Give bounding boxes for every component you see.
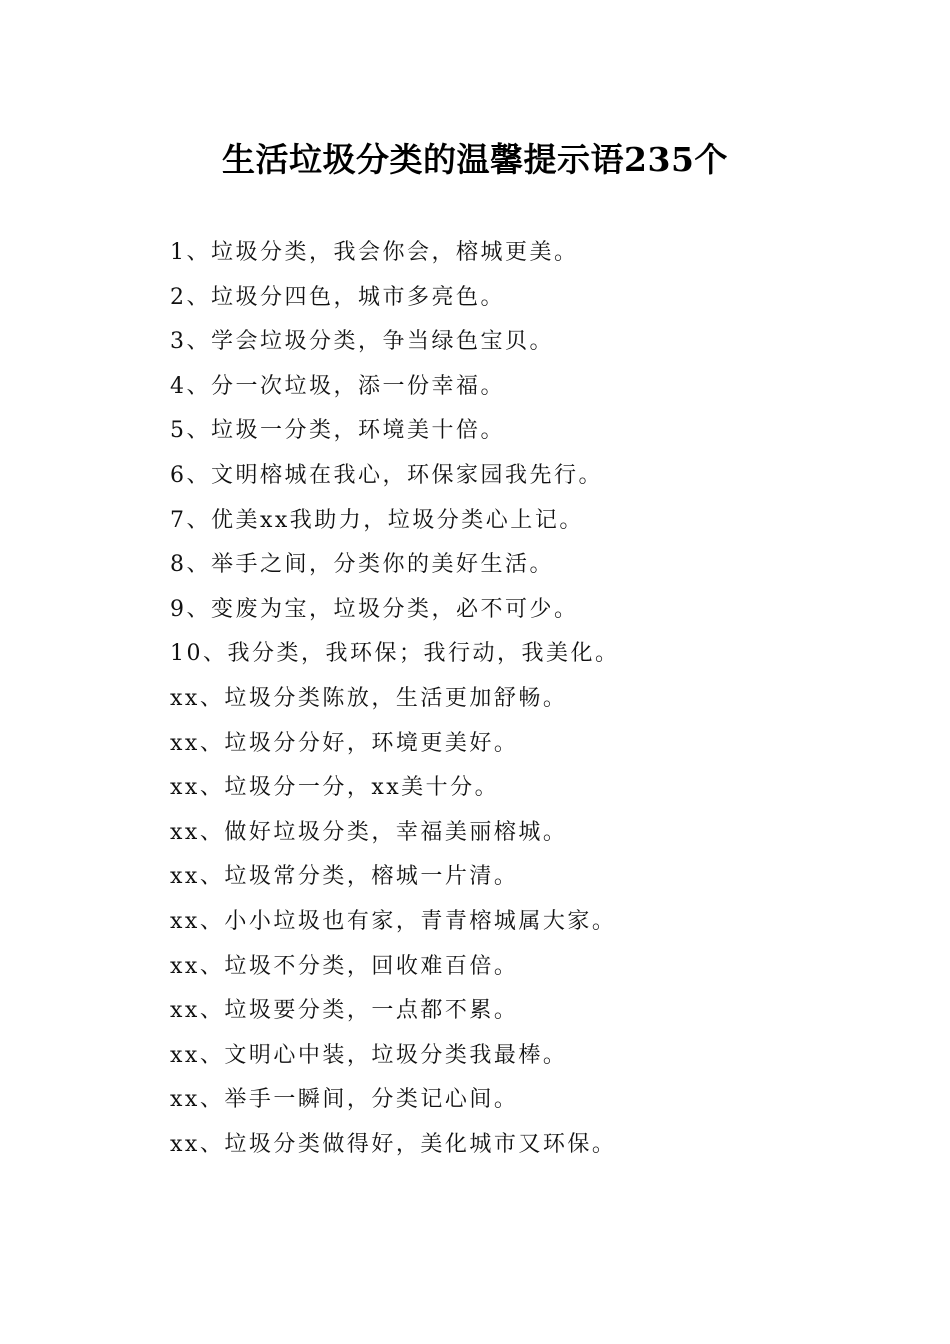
list-item: xx、垃圾要分类，一点都不累。: [170, 998, 519, 1024]
list-item: 5、垃圾一分类，环境美十倍。: [170, 418, 505, 444]
list-item: xx、垃圾分类做得好，美化城市又环保。: [170, 1131, 617, 1157]
list-item: 10、我分类，我环保；我行动，我美化。: [170, 641, 620, 667]
list-item: 1、垃圾分类，我会你会，榕城更美。: [170, 240, 579, 265]
list-item: 7、优美xx我助力，垃圾分类心上记。: [170, 507, 584, 533]
list-item: 3、学会垃圾分类，争当绿色宝贝。: [170, 329, 554, 355]
list-item: xx、做好垃圾分类，幸福美丽榕城。: [170, 819, 568, 845]
list-item: 2、垃圾分四色，城市多亮色。: [170, 284, 505, 310]
list-item: 8、举手之间，分类你的美好生活。: [170, 552, 554, 578]
list-item: xx、垃圾分分好，环境更美好。: [170, 730, 519, 756]
list-item: xx、文明心中装，垃圾分类我最棒。: [170, 1042, 568, 1068]
slogan-list: [170, 231, 870, 1167]
document-title: 生活垃圾分类的温馨提示语235个: [222, 140, 728, 179]
list-item: xx、垃圾常分类，榕城一片清。: [170, 864, 519, 890]
list-item: xx、垃圾分类陈放，生活更加舒畅。: [170, 685, 568, 711]
list-item: 6、文明榕城在我心，环保家园我先行。: [170, 462, 603, 488]
list-item: 9、变废为宝，垃圾分类，必不可少。: [170, 596, 579, 622]
list-item: 4、分一次垃圾，添一份幸福。: [170, 373, 505, 399]
list-item: xx、举手一瞬间，分类记心间。: [170, 1087, 519, 1113]
list-item: xx、垃圾不分类，回收难百倍。: [170, 953, 519, 979]
list-item: xx、小小垃圾也有家，青青榕城属大家。: [170, 908, 617, 934]
list-item: xx、垃圾分一分，xx美十分。: [170, 775, 500, 801]
